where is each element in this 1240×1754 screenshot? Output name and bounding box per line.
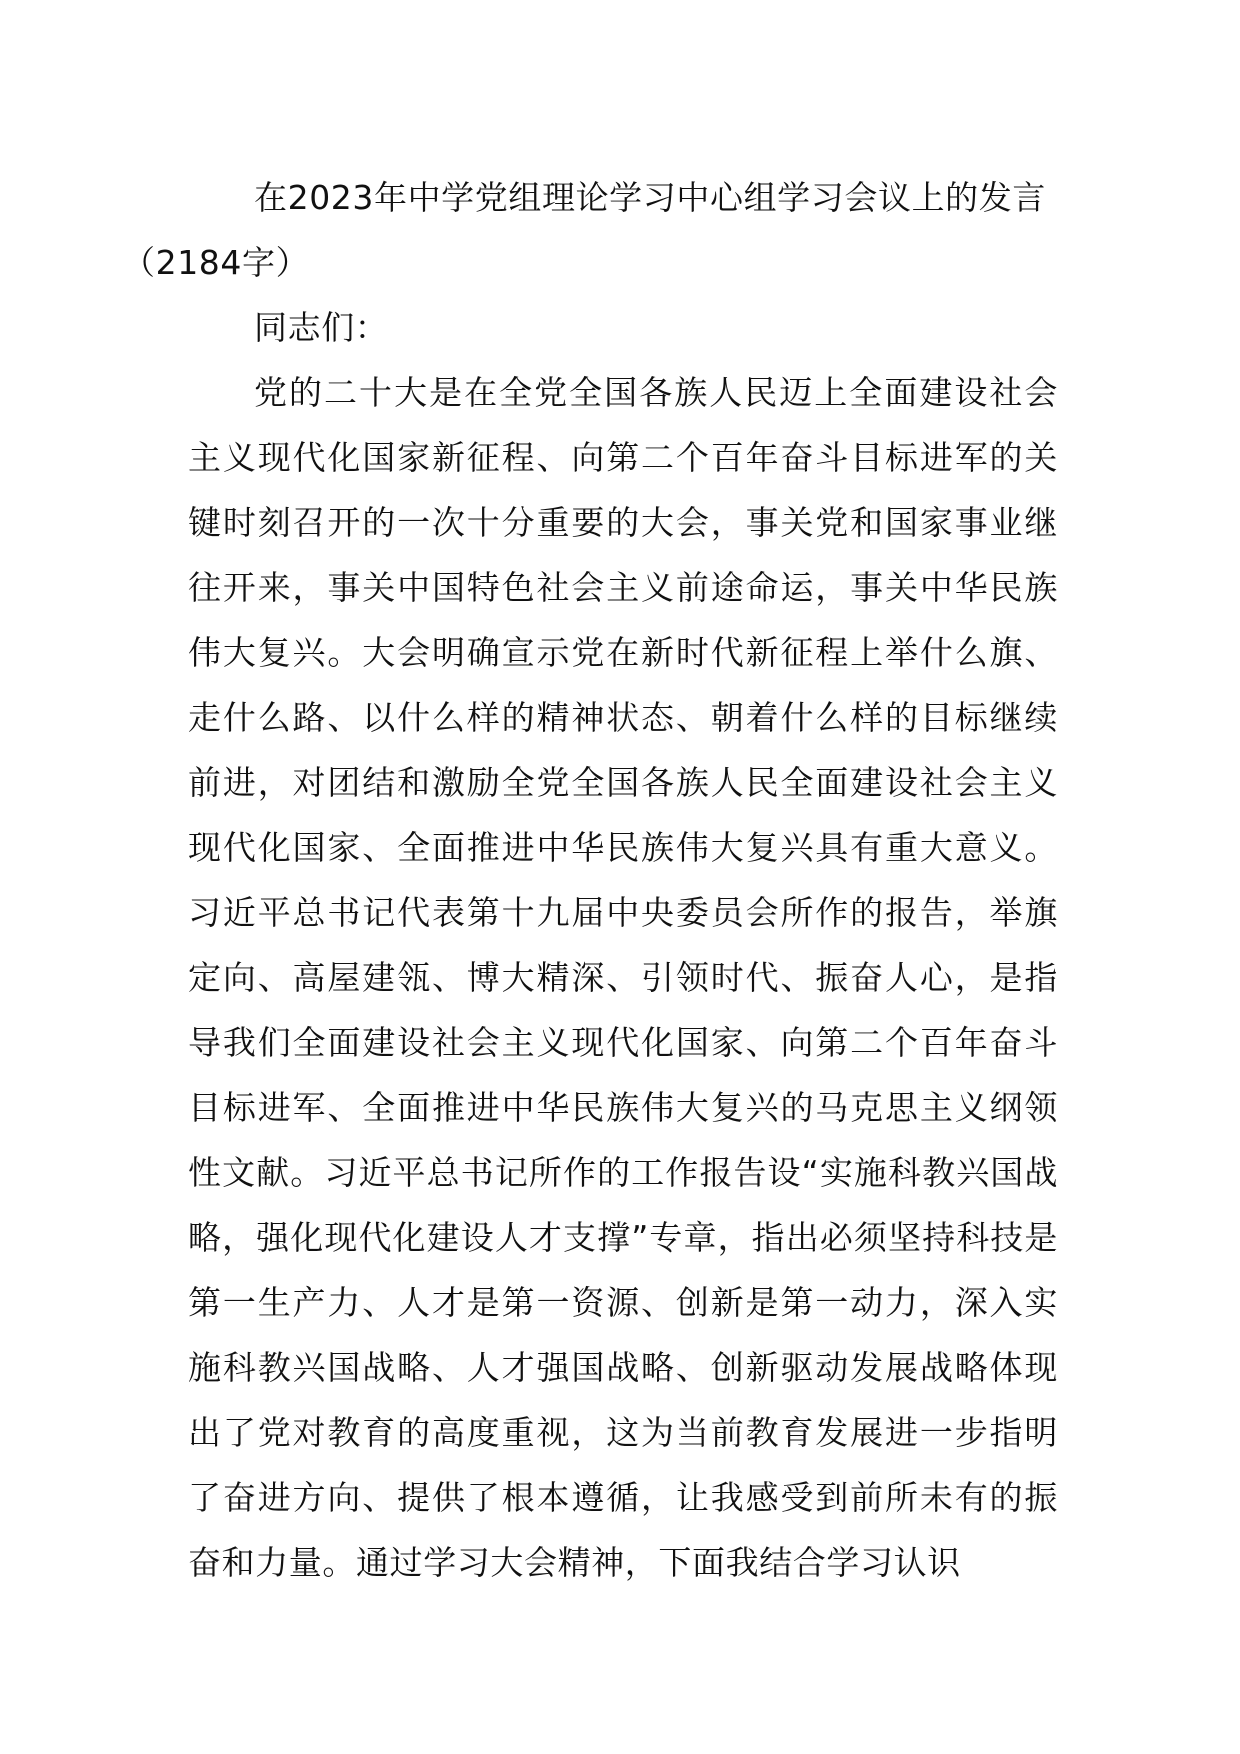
salutation: 同志们： xyxy=(254,308,389,347)
title-line-2: （2184字） xyxy=(122,243,310,282)
body-paragraph: 党的二十大是在全党全国各族人民迈上全面建设社会主义现代化国家新征程、向第二个百年奋斗目标进军的关键时刻召开的一次十分重要的大会，事关党和国家事业继往开来，事关中国特色社会主义前途命运，事关中华民族伟大复兴。大会明确宣示党在新时代新征程上举什么旗、走什么路、以什么样的精神状态、朝着什么样的目标继续前进，对团结和激励全党全国各族人民全面建设社会主义现代化国家、全面推进中华民族伟大复兴具有重大意义。习近平总书记代表第十九届中央委员会所作的报告，举旗定向、高屋建瓴、博大精深、引领时代、振奋人心，是指导我们全面建设社会主义现代化国家、向第二个百年奋斗目标进军、全面推进中华民族伟大复兴的马克思主义纲领性文献。习近平总书记所作的工作报告设“实施科教兴国战略，强化现代化建设人才支撑”专章，指出必须坚持科技是第一生产力、人才是第一资源、创新是第一动力，深入实施科教兴国战略、人才强国战略、创新驱动发展战略体现出了党对教育的高度重视，这为当前教育发展进一步指明了奋进方向、提供了根本遵循，让我感受到前所未有的振奋和力量。通过学习大会精神，下面我结合学习认识 xyxy=(188,373,1058,1582)
document-body xyxy=(122,165,1058,1595)
document-title xyxy=(122,165,1058,295)
title-line-1: 在2023年中学党组理论学习中心组学习会议上的发言 xyxy=(254,178,1046,217)
